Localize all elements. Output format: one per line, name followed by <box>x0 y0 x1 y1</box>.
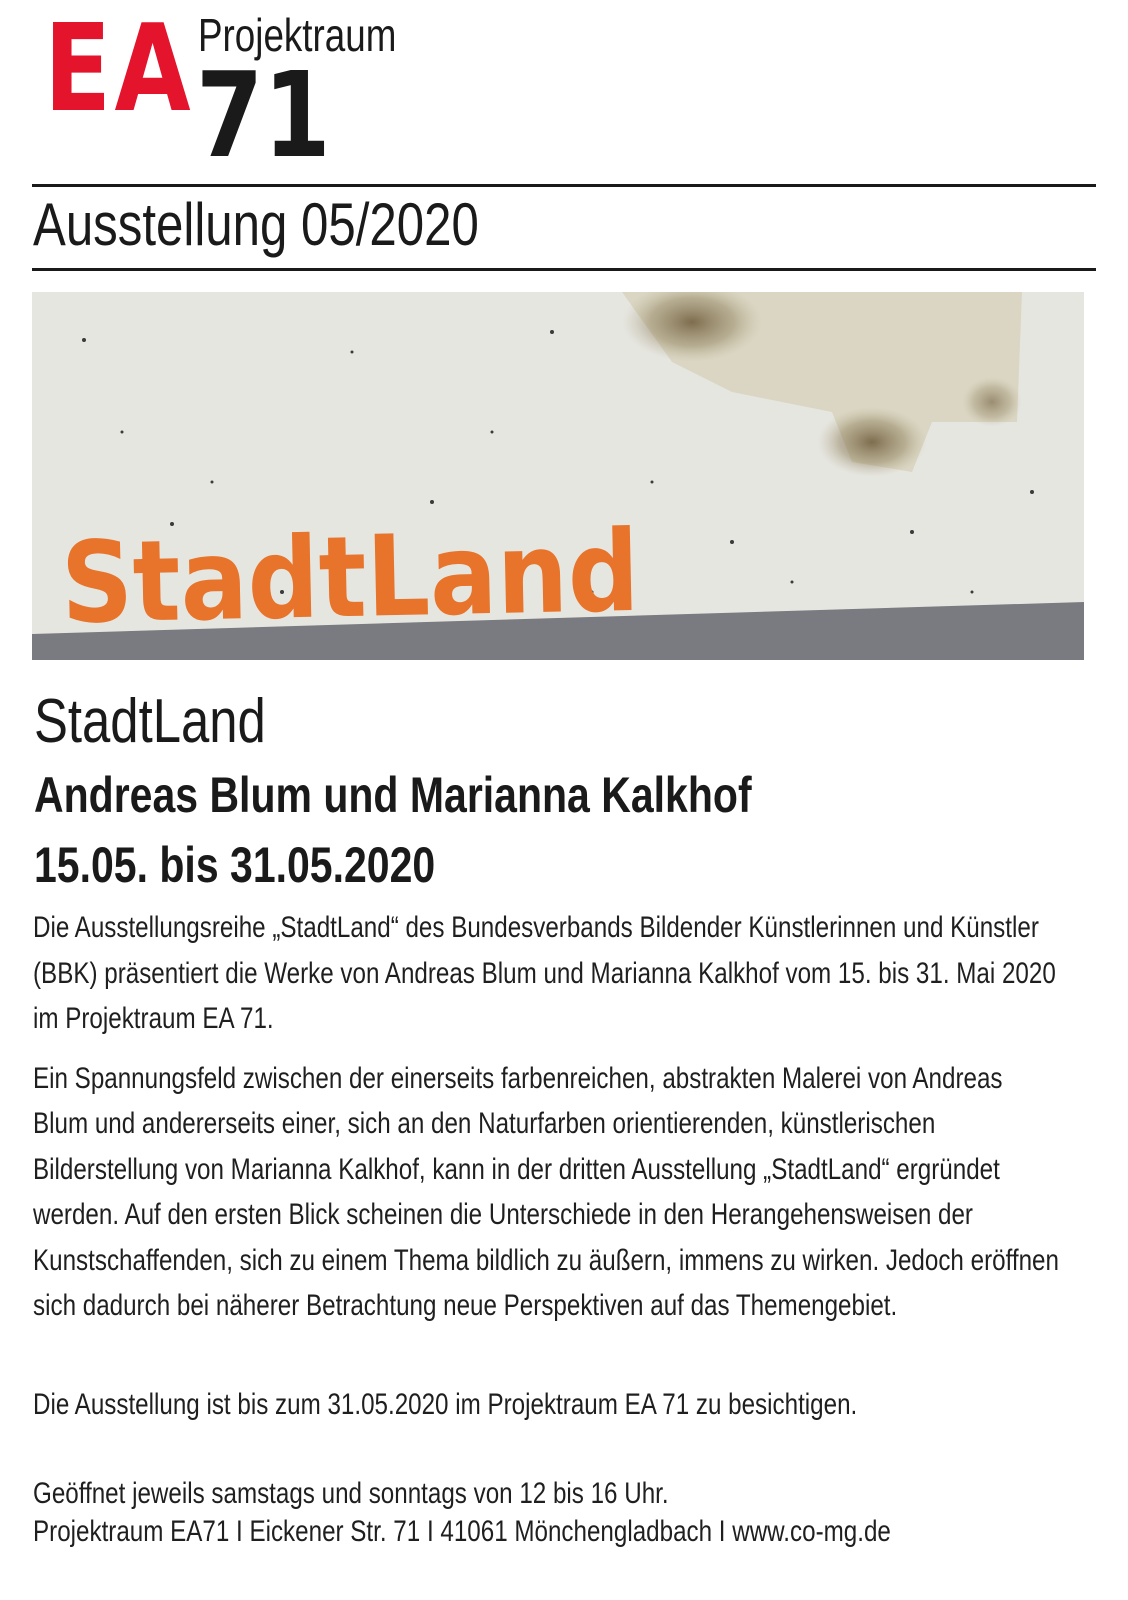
body-paragraph-2: Ein Spannungsfeld zwischen der einerseits farbenreichen, abstrakten Malerei von Andreas Blum und andererseits einer, sich an den Naturfarben orientierenden, künstlerischen Bilderstellung von Marianna Kalkhof, kann in der dritten Ausstellung „StadtLand“ ergründet werden. Auf den ersten Blick scheinen die Unterschiede in den Herangehensweisen der Kunstschaffenden, sich zu einem Thema bildlich zu äußern, immens zu wirken. Jedoch eröffnen sich dadurch bei näherer Betrachtung neue Perspektiven auf das Themengebiet. <box>33 1061 1059 1322</box>
banner-stain-2 <box>817 407 927 477</box>
header-rule-bottom <box>32 268 1096 271</box>
event-dates: 15.05. bis 31.05.2020 <box>34 837 436 893</box>
exhibition-banner-image <box>32 292 1084 660</box>
header-rule-top <box>32 184 1096 187</box>
exhibition-note: Die Ausstellung ist bis zum 31.05.2020 im Projektraum EA 71 zu besichtigen. <box>33 1388 858 1421</box>
logo-projektraum-text: Projektraum <box>198 9 397 61</box>
logo-ea-letters: EA <box>44 0 194 139</box>
footer <box>33 1475 891 1551</box>
event-artists: Andreas Blum und Marianna Kalkhof <box>34 767 752 823</box>
event-title: StadtLand <box>34 687 266 756</box>
body-text <box>33 905 1064 1343</box>
exhibition-label: Ausstellung 05/2020 <box>33 191 479 258</box>
opening-hours: Geöffnet jeweils samstags und sonntags von 12 bis 16 Uhr. <box>33 1477 669 1510</box>
body-paragraph-1: Die Ausstellungsreihe „StadtLand“ des Bundesverbands Bildender Künstlerinnen und Künstler (BBK) präsentiert die Werke von Andreas Blum und Marianna Kalkhof vom 15. bis 31. Mai 2020 im Projektraum EA 71. <box>33 911 1056 1035</box>
banner-stadtland-text: StadtLand <box>59 505 713 649</box>
logo-number: 71 <box>196 46 331 184</box>
address-line: Projektraum EA71 I Eickener Str. 71 I 41061 Mönchengladbach I www.co-mg.de <box>33 1515 891 1548</box>
banner-stain-3 <box>962 377 1022 427</box>
